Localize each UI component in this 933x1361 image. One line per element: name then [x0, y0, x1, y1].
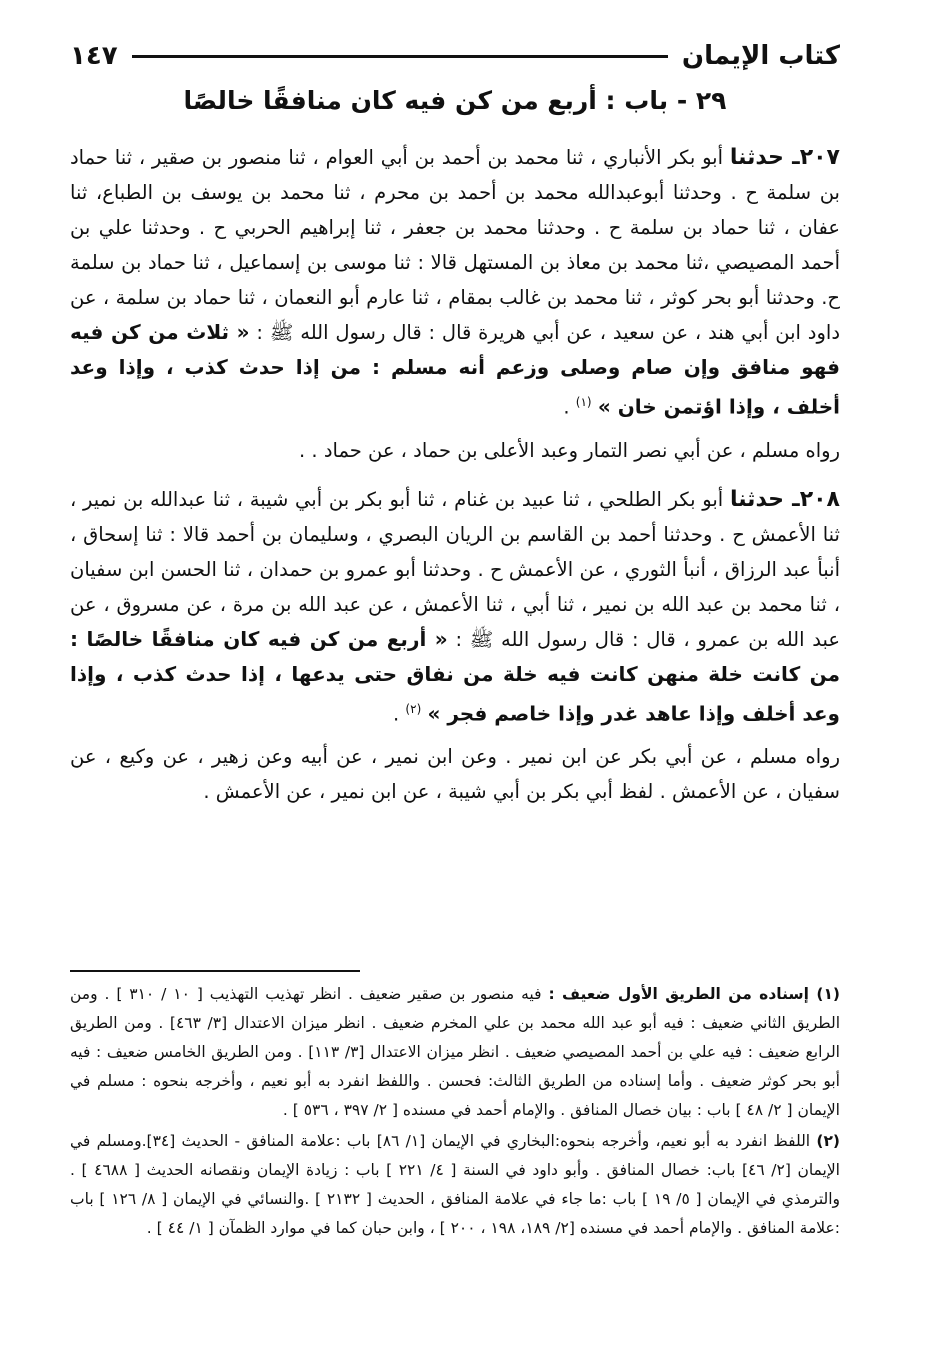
footnote-2 — [70, 1127, 840, 1243]
footnote-ref[interactable]: (١) — [575, 395, 592, 409]
footnote-1 — [70, 980, 840, 1125]
page-number: ١٤٧ — [70, 41, 118, 71]
footnote-separator — [70, 970, 360, 972]
footnote-heading: (٢) — [816, 1132, 840, 1150]
header-rule — [132, 55, 668, 58]
chapter-title: ٢٩ - باب : أربع من كن فيه كان منافقًا خالصًا — [183, 86, 727, 115]
book-title: كتاب الإيمان — [681, 41, 840, 71]
sentence-end: . — [563, 395, 576, 419]
footnotes — [70, 980, 840, 1245]
footnote-heading: (١) إسناده من الطريق الأول ضعيف : — [548, 985, 840, 1003]
isnad-text: أبو بكر الأنباري ، ثنا محمد بن أحمد بن أبي العوام ، ثنا منصور بن صقير ، ثنا حماد بن سلمة ح . وحدثنا أبوعبدالله محمد بن أحمد بن محرم ، ثنا محمد بن يوسف بن الطباع، ثنا عفان ، ثنا حماد بن سلمة ح . وحدثنا محمد بن جعفر ، ثنا إبراهيم الحربي ح . وحدثنا علي بن أحمد المصيصي ،ثنا محمد بن معاذ بن المستهل قالا : ثنا موسى بن إسماعيل ، ثنا حماد بن سلمة ح. وحدثنا أبو بحر كوثر ، ثنا محمد بن غالب بمقام ، ثنا عارم أبو النعمان ، ثنا حماد بن سلمة ، عن داود ابن أبي هند ، عن سعيد ، عن أبي هريرة قال : قال رسول الله ﷺ : — [70, 146, 841, 344]
running-head — [70, 36, 840, 76]
hadith-number: ٢٠٨ـ حدثنا — [729, 486, 840, 512]
footnote-text: اللفظ انفرد به أبو نعيم، وأخرجه بنحوه:البخاري في الإيمان [١/ ٨٦] باب :علامة المنافق - الحديث [٣٤].ومسلم في الإيمان [٢/ ٤٦] باب: خصال المنافق . وأبو داود في السنة [ ٤/ ٢٢١ ] باب : زيادة الإيمان ونقصانه الحديث [ ٤٦٨٨ ] . والترمذي في الإيمان [ ٥/ ١٩ ] باب :ما جاء في علامة المنافق ، الحديث [ ٢١٣٢ ] .والنسائي في الإيمان [ ٨/ ١٢٦ ] باب :علامة المنافق . والإمام أحمد في مسنده [٢/ ١٨٩، ١٩٨ ، ٢٠٠ ] ، وابن حبان كما في موارد الظمآن [ ١/ ٤٤ ] . — [70, 1132, 841, 1237]
hadith-number: ٢٠٧ـ حدثنا — [729, 145, 840, 170]
hadith-207 — [70, 140, 840, 425]
riwaya-207: رواه مسلم ، عن أبي نصر التمار وعبد الأعلى بن حماد ، عن حماد . . — [299, 438, 840, 462]
matn-text: « ثلاث من كن فيه فهو منافق وإن صام وصلى وزعم أنه مسلم : من إذا حدث كذب ، وإذا وعد أخلف ، وإذا اؤتمن خان » — [70, 320, 840, 419]
riwaya-208: رواه مسلم ، عن أبي بكر عن ابن نمير . وعن ابن نمير ، عن أبيه وعن زهير ، عن وكيع ، عن سفيان ، عن الأعمش . لفظ أبي بكر بن أبي شيبة ، عن ابن نمير ، عن الأعمش . — [70, 745, 840, 803]
hadith-208 — [70, 482, 840, 732]
sentence-end: . — [393, 702, 406, 725]
main-text — [70, 140, 840, 823]
book-page — [70, 26, 840, 1346]
isnad-text: أبو بكر الطلحي ، ثنا عبيد بن غنام ، ثنا أبو بكر بن أبي شيبة ، ثنا عبدالله بن نمير ، ثنا الأعمش ح . وحدثنا أحمد بن القاسم بن الريان البصري ، وسليمان بن أحمد قالا : ثنا إسحاق ، أنبأ عبد الرزاق ، أنبأ الثوري ، عن الأعمش ح . وحدثنا أبو عمرو بن حمدان ، ثنا الحسن ابن سفيان ، ثنا محمد بن عبد الله بن نمير ، ثنا أبي ، ثنا الأعمش ، عن عبد الله بن مرة ، عن مسروق ، عن عبد الله بن عمرو ، قال : قال رسول الله ﷺ : — [70, 487, 840, 651]
matn-text: « أربع من كن فيه كان منافقًا خالصًا : من كانت خلة منهن كانت فيه خلة من نفاق حتى يدعها ، إذا حدث كذب ، وإذا وعد أخلف وإذا عاهد غدر وإذا خاصم فجر » — [70, 626, 840, 725]
footnote-ref[interactable]: (٢) — [405, 701, 422, 716]
footnote-text: فيه منصور بن صقير ضعيف . انظر تهذيب التهذيب [ ١٠ / ٣١٠ ] . ومن الطريق الثاني ضعيف : فيه أبو عبد الله محمد بن علي المخرم ضعيف . انظر ميزان الاعتدال [٣/ ٤٦٣] . ومن الطريق الرابع ضعيف : فيه علي بن أحمد المصيصي ضعيف . انظر ميزان الاعتدال [٣/ ١١٣] . ومن الطريق الخامس ضعيف : فيه أبو بحر كوثر ضعيف . وأما إسناده من الطريق الثالث: فحسن . واللفظ انفرد به أبو نعيم ، وأخرجه بنحوه : مسلم في الإيمان [ ٢/ ٤٨ ] باب : بيان خصال المنافق . والإمام أحمد في مسنده [ ٢/ ٣٩٧ ، ٥٣٦ ] . — [70, 985, 840, 1119]
